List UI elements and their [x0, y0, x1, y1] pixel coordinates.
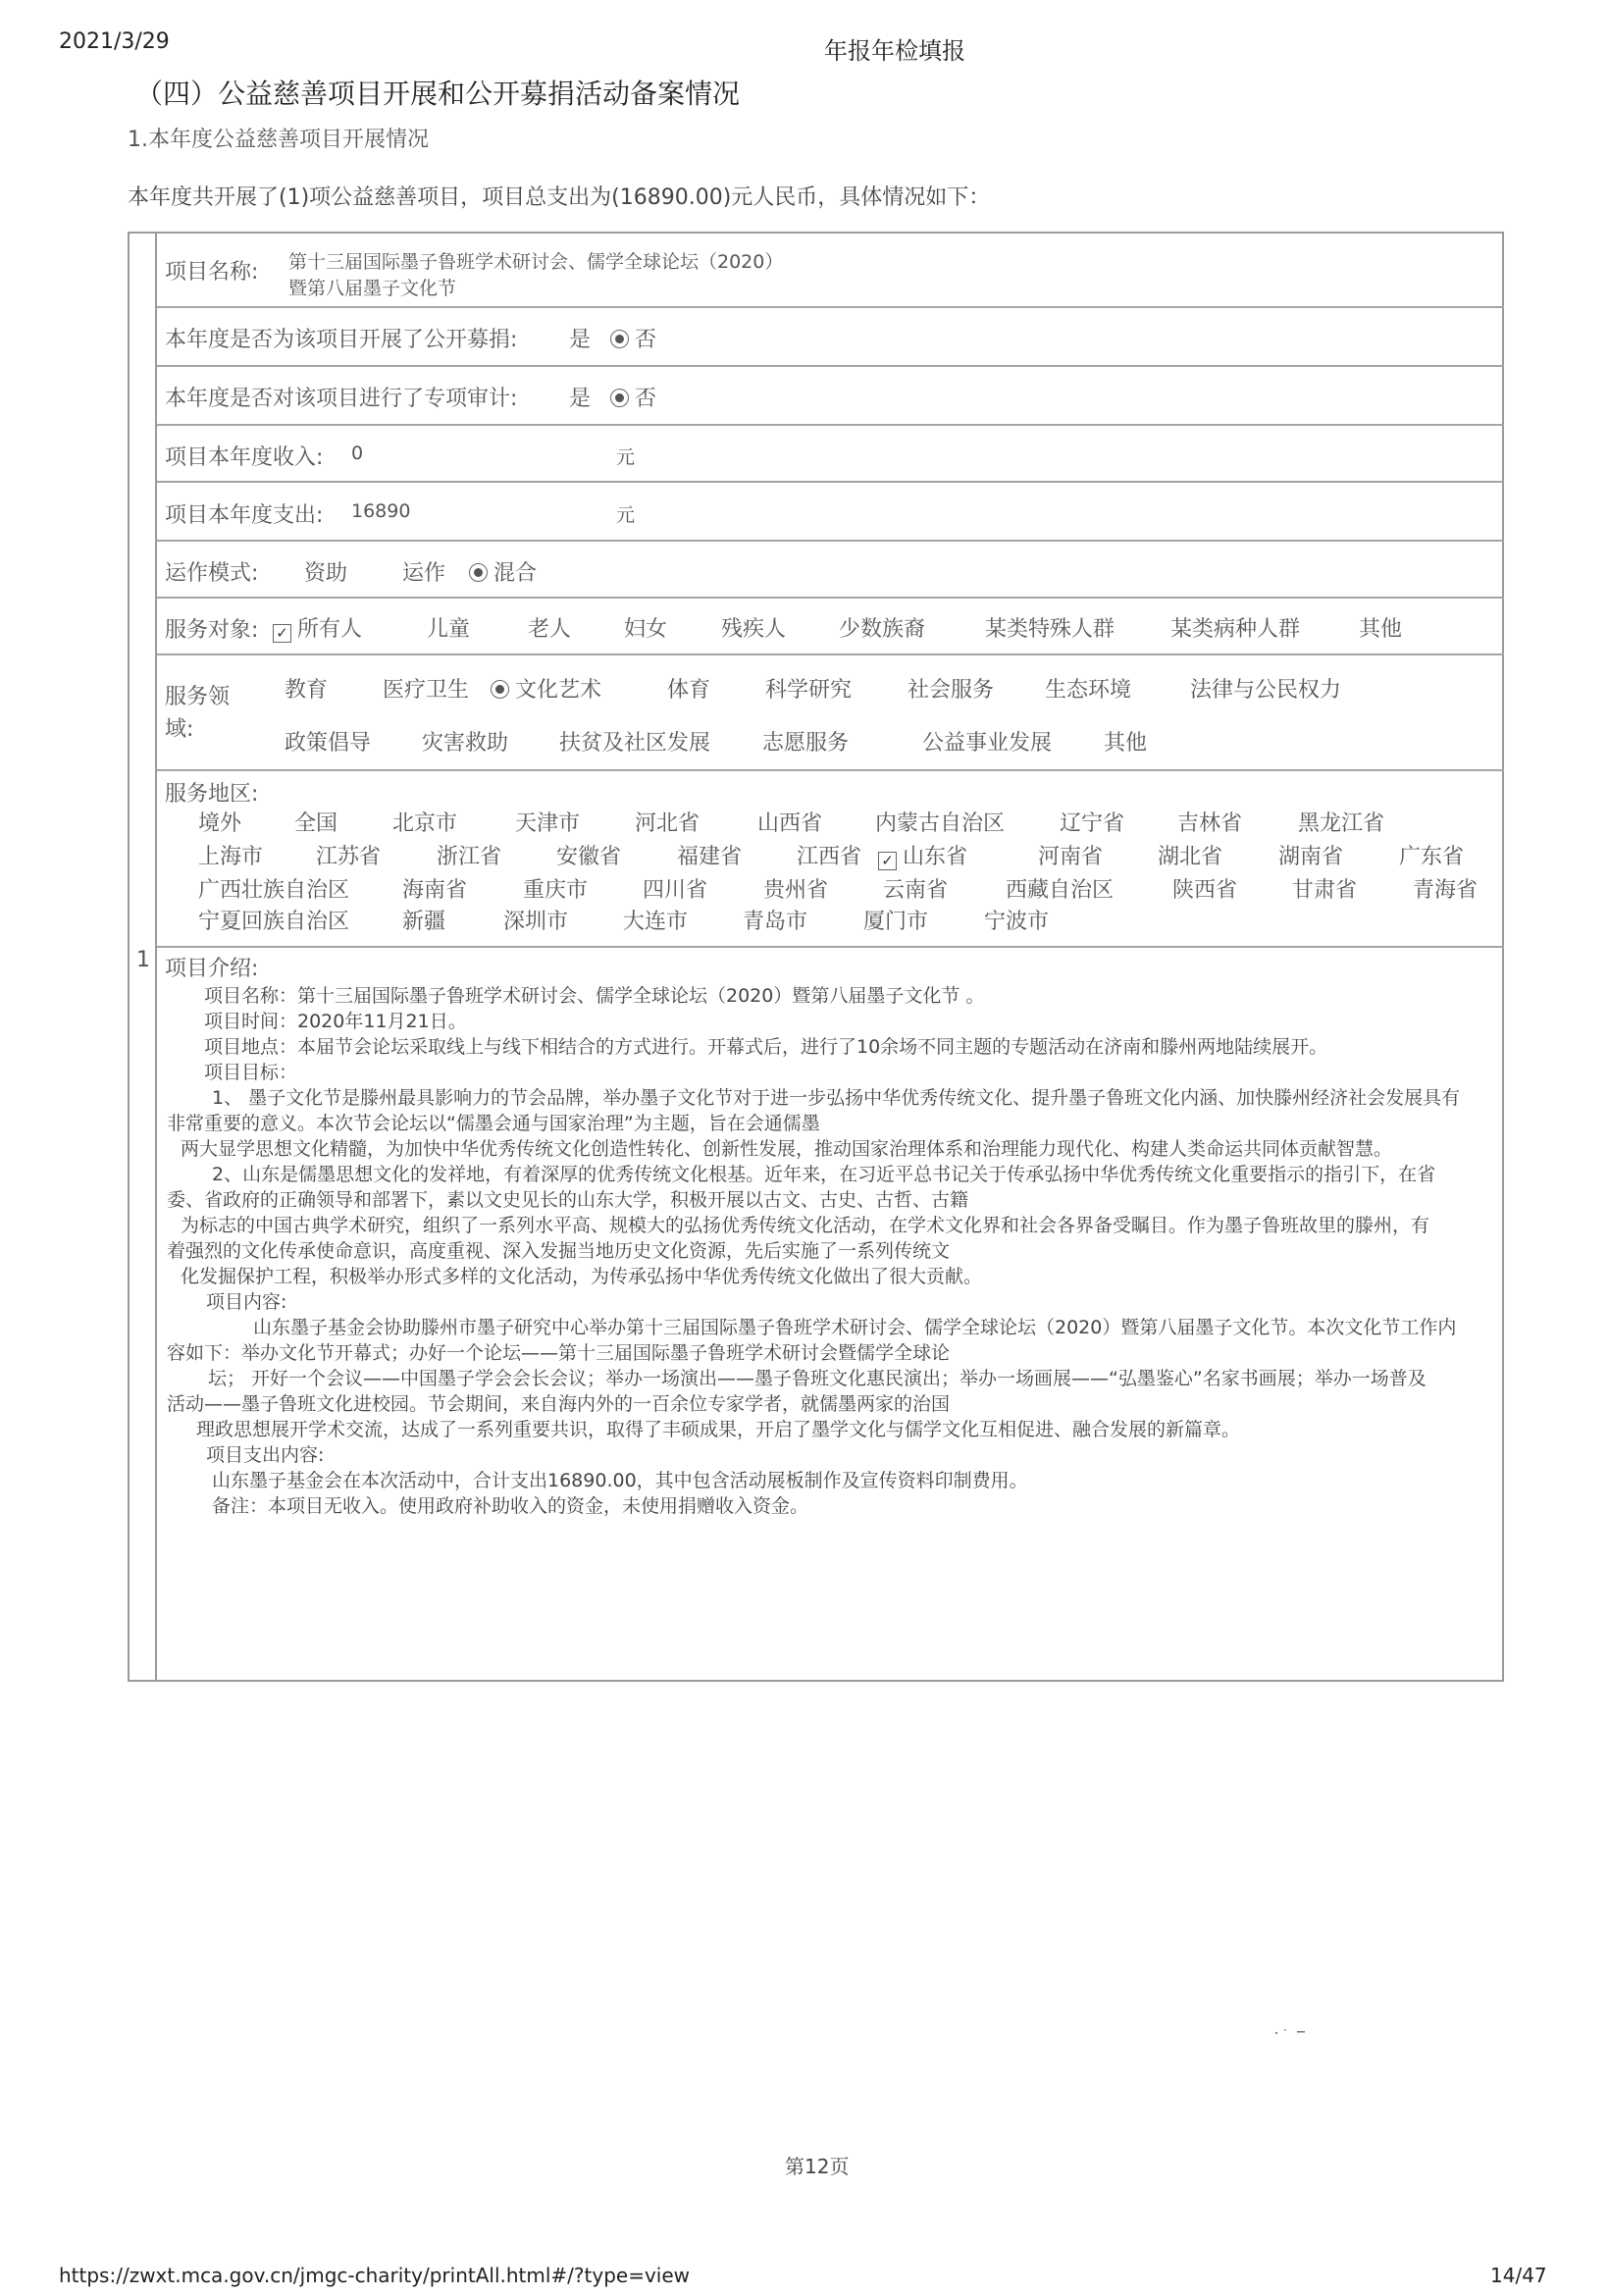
checkbox-checked-icon: ✓: [878, 852, 897, 870]
field-option[interactable]: 公益事业发展: [922, 731, 1053, 756]
row-income: [157, 426, 1504, 483]
target-option-2[interactable]: 儿童: [427, 617, 471, 642]
radio-selected-icon: [610, 389, 629, 407]
intro-line: 山东墨子基金会协助滕州市墨子研究中心举办第十三届国际墨子鲁班学术研讨会、儒学全球论坛（2020）暨第八届墨子文化节。本次文化节工作内: [253, 1317, 1457, 1338]
audit-yes-text: 是: [569, 387, 592, 411]
target-option-6[interactable]: 少数族裔: [839, 617, 926, 642]
region-option[interactable]: 河北省: [635, 811, 700, 836]
target-option-1-text: 所有人: [297, 617, 363, 642]
fundraising-yes-text: 是: [569, 328, 592, 352]
mode-option-2[interactable]: 运作: [402, 561, 446, 586]
intro-line: 理政思想展开学术交流，达成了一系列重要共识，取得了丰硕成果，开启了墨学文化与儒学文化互相促进、融合发展的新篇章。: [196, 1419, 1241, 1440]
project-introduction: [167, 983, 1491, 1519]
section-title: （四）公益慈善项目开展和公开募捐活动备案情况: [135, 78, 741, 110]
row-service-regions: [157, 771, 1504, 948]
region-option[interactable]: 江西省: [797, 845, 862, 869]
field-option[interactable]: 生态环境: [1045, 678, 1132, 703]
region-option[interactable]: 山西省: [757, 811, 823, 836]
row-service-targets: [157, 599, 1504, 655]
intro-line: 项目目标：: [204, 1062, 298, 1083]
field-option[interactable]: 教育: [285, 678, 329, 703]
region-option[interactable]: 湖南省: [1278, 845, 1344, 869]
intro-line: 坛； 开好一个会议——中国墨子学会会长会议；举办一场演出——墨子鲁班文化惠民演出；举办一场画展——“弘墨鉴心”名家书画展；举办一场普及: [208, 1368, 1426, 1389]
region-option[interactable]: 境外: [198, 811, 242, 836]
region-label: 服务地区:: [165, 782, 259, 807]
target-option-7[interactable]: 某类特殊人群: [985, 617, 1115, 642]
region-option[interactable]: 黑龙江省: [1298, 811, 1385, 836]
region-option[interactable]: 深圳市: [503, 910, 569, 934]
intro-line: 项目地点：本届节会论坛采取线上与线下相结合的方式进行。开幕式后，进行了10余场不同主题的专题活动在济南和滕州两地陆续展开。: [204, 1036, 1328, 1058]
audit-option-no[interactable]: [610, 382, 656, 412]
checkbox-checked-icon: ✓: [273, 624, 291, 643]
region-option[interactable]: 吉林省: [1177, 811, 1243, 836]
row-expense: [157, 483, 1504, 542]
print-date: 2021/3/29: [59, 29, 170, 54]
region-option[interactable]: 全国: [294, 811, 338, 836]
intro-line: 项目时间：2020年11月21日。: [204, 1011, 467, 1032]
target-label: 服务对象:: [165, 618, 259, 643]
footer-url: https://zwxt.mca.gov.cn/jmgc-charity/printAll.html#/?type=view: [59, 2264, 691, 2287]
radio-selected-icon: [469, 563, 488, 582]
region-option[interactable]: 甘肃省: [1292, 878, 1358, 903]
target-option-8[interactable]: 某类病种人群: [1170, 617, 1301, 642]
region-option[interactable]: 四川省: [643, 878, 708, 903]
intro-line: 为标志的中国古典学术研究，组织了一系列水平高、规模大的弘扬优秀传统文化活动，在学术文化界和社会各界备受瞩目。作为墨子鲁班故里的滕州，有: [181, 1215, 1430, 1236]
field-option[interactable]: 灾害救助: [422, 731, 509, 756]
intro-line: 备注：本项目无收入。使用政府补助收入的资金，未使用捐赠收入资金。: [212, 1495, 809, 1517]
region-option[interactable]: 宁夏回族自治区: [198, 910, 350, 934]
mode-label: 运作模式:: [165, 561, 259, 586]
project-name-line1: 第十三届国际墨子鲁班学术研讨会、儒学全球论坛（2020）: [288, 251, 784, 273]
fundraising-option-yes[interactable]: [569, 323, 591, 353]
field-label-line2: 域:: [165, 717, 194, 742]
audit-no-text: 否: [635, 387, 657, 411]
region-option[interactable]: 大连市: [623, 910, 689, 934]
page-number: 第12页: [785, 2155, 850, 2178]
region-option[interactable]: 云南省: [883, 878, 949, 903]
region-option[interactable]: 西藏自治区: [1006, 878, 1115, 903]
expense-unit: 元: [616, 504, 636, 526]
field-option[interactable]: 社会服务: [908, 678, 995, 703]
region-option[interactable]: 辽宁省: [1060, 811, 1125, 836]
field-option[interactable]: 其他: [1104, 731, 1148, 756]
intro-line: 1、 墨子文化节是滕州最具影响力的节会品牌，举办墨子文化节对于进一步弘扬中华优秀传统文化、提升墨子鲁班文化内涵、加快滕州经济社会发展具有: [212, 1087, 1461, 1109]
income-label: 项目本年度收入:: [165, 445, 324, 470]
audit-option-yes[interactable]: [569, 382, 591, 412]
region-option[interactable]: 海南省: [402, 878, 468, 903]
section-subtitle: 1.本年度公益慈善项目开展情况: [128, 128, 429, 152]
target-option-4[interactable]: 妇女: [624, 617, 668, 642]
region-option[interactable]: 北京市: [392, 811, 458, 836]
region-option[interactable]: 福建省: [677, 845, 743, 869]
region-option[interactable]: 上海市: [198, 845, 264, 869]
fundraising-no-text: 否: [635, 328, 657, 352]
scan-speckle-marks: [1273, 2027, 1309, 2039]
region-option[interactable]: 湖北省: [1158, 845, 1223, 869]
page-header-title: 年报年检填报: [824, 37, 965, 65]
field-option-selected[interactable]: [491, 673, 601, 704]
target-option-3[interactable]: 老人: [528, 617, 572, 642]
radio-selected-icon: [610, 330, 629, 348]
row-audit: [157, 367, 1504, 426]
expense-value: 16890: [351, 500, 411, 522]
region-option[interactable]: 安徽省: [556, 845, 622, 869]
field-option[interactable]: 政策倡导: [285, 731, 372, 756]
region-option[interactable]: 厦门市: [863, 910, 929, 934]
region-option[interactable]: 江苏省: [316, 845, 382, 869]
field-option[interactable]: 体育: [667, 678, 711, 703]
intro-line: 着强烈的文化传承使命意识，高度重视、深入发掘当地历史文化资源，先后实施了一系列传统文: [167, 1240, 951, 1262]
region-option[interactable]: 浙江省: [437, 845, 502, 869]
mode-option-3-text: 混合: [493, 561, 538, 586]
target-option-9[interactable]: 其他: [1359, 617, 1403, 642]
project-name-label: 项目名称:: [165, 260, 259, 285]
region-option[interactable]: 新疆: [402, 910, 446, 934]
region-option[interactable]: 贵州省: [763, 878, 829, 903]
field-option[interactable]: 科学研究: [765, 678, 853, 703]
region-option[interactable]: 重庆市: [523, 878, 589, 903]
region-option[interactable]: 天津市: [515, 811, 581, 836]
intro-line: 项目内容:: [206, 1291, 287, 1313]
region-option[interactable]: 陕西省: [1172, 878, 1238, 903]
target-option-1[interactable]: [273, 612, 362, 643]
field-option[interactable]: 法律与公民权力: [1190, 678, 1342, 703]
region-option[interactable]: 青岛市: [743, 910, 808, 934]
intro-line: 项目名称：第十三届国际墨子鲁班学术研讨会、儒学全球论坛（2020）暨第八届墨子文化节 。: [204, 985, 985, 1007]
fundraising-option-no[interactable]: [610, 323, 656, 353]
row-operating-mode: [157, 542, 1504, 599]
audit-label: 本年度是否对该项目进行了专项审计:: [165, 387, 518, 411]
intro-line: 活动——墨子鲁班文化进校园。节会期间，来自海内外的一百余位专家学者，就儒墨两家的治国: [167, 1393, 951, 1415]
intro-line: 山东墨子基金会在本次活动中，合计支出16890.00，其中包含活动展板制作及宣传资料印制费用。: [212, 1470, 1028, 1491]
region-option[interactable]: 内蒙古自治区: [875, 811, 1006, 836]
intro-line: 非常重要的意义。本次节会论坛以“儒墨会通与国家治理”为主题，旨在会通儒墨: [167, 1113, 820, 1134]
income-unit: 元: [616, 446, 636, 468]
intro-label: 项目介绍:: [165, 957, 259, 981]
intro-line: 两大显学思想文化精髓，为加快中华优秀传统文化创造性转化、创新性发展，推动国家治理体系和治理能力现代化、构建人类命运共同体贡献智慧。: [181, 1138, 1393, 1160]
region-option[interactable]: 广西壮族自治区: [198, 878, 350, 903]
region-option-selected[interactable]: [878, 840, 967, 870]
region-option[interactable]: 宁波市: [984, 910, 1050, 934]
field-label-line1: 服务领: [165, 685, 231, 709]
fundraising-label: 本年度是否为该项目开展了公开募捐:: [165, 328, 518, 352]
project-summary: 本年度共开展了(1)项公益慈善项目，项目总支出为(16890.00)元人民币，具体情况如下：: [128, 185, 991, 210]
print-page-count: 14/47: [1490, 2264, 1547, 2287]
radio-selected-icon: [491, 680, 509, 699]
project-name-line2: 暨第八届墨子文化节: [288, 278, 457, 299]
target-option-5[interactable]: 残疾人: [721, 617, 787, 642]
intro-line: 化发掘保护工程，积极举办形式多样的文化活动，为传承弘扬中华优秀传统文化做出了很大贡献。: [181, 1266, 983, 1287]
row-index: 1: [136, 948, 150, 972]
intro-line: 2、山东是儒墨思想文化的发祥地，有着深厚的优秀传统文化根基。近年来，在习近平总书记关于传承弘扬中华优秀传统文化重要指示的指引下，在省: [212, 1164, 1436, 1185]
region-option[interactable]: 河南省: [1038, 845, 1104, 869]
mode-option-3[interactable]: [469, 556, 537, 587]
field-option[interactable]: 志愿服务: [762, 731, 850, 756]
expense-label: 项目本年度支出:: [165, 503, 324, 528]
income-value: 0: [351, 443, 364, 464]
intro-line: 项目支出内容:: [206, 1444, 325, 1466]
field-option[interactable]: 扶贫及社区发展: [559, 731, 711, 756]
region-option[interactable]: 广东省: [1399, 845, 1465, 869]
row-project-name: [157, 232, 1504, 308]
mode-option-1[interactable]: 资助: [304, 561, 348, 586]
row-service-fields: [157, 655, 1504, 771]
region-option-selected-text: 山东省: [903, 845, 968, 869]
region-option[interactable]: 青海省: [1413, 878, 1478, 903]
row-fundraising: [157, 308, 1504, 367]
intro-line: 委、省政府的正确领导和部署下，素以文史见长的山东大学，积极开展以古文、古史、古哲、古籍: [167, 1189, 969, 1211]
intro-line: 容如下：举办文化节开幕式；办好一个论坛——第十三届国际墨子鲁班学术研讨会暨儒学全球论: [167, 1342, 951, 1364]
field-option[interactable]: 医疗卫生: [383, 678, 470, 703]
field-option-selected-text: 文化艺术: [515, 678, 602, 703]
